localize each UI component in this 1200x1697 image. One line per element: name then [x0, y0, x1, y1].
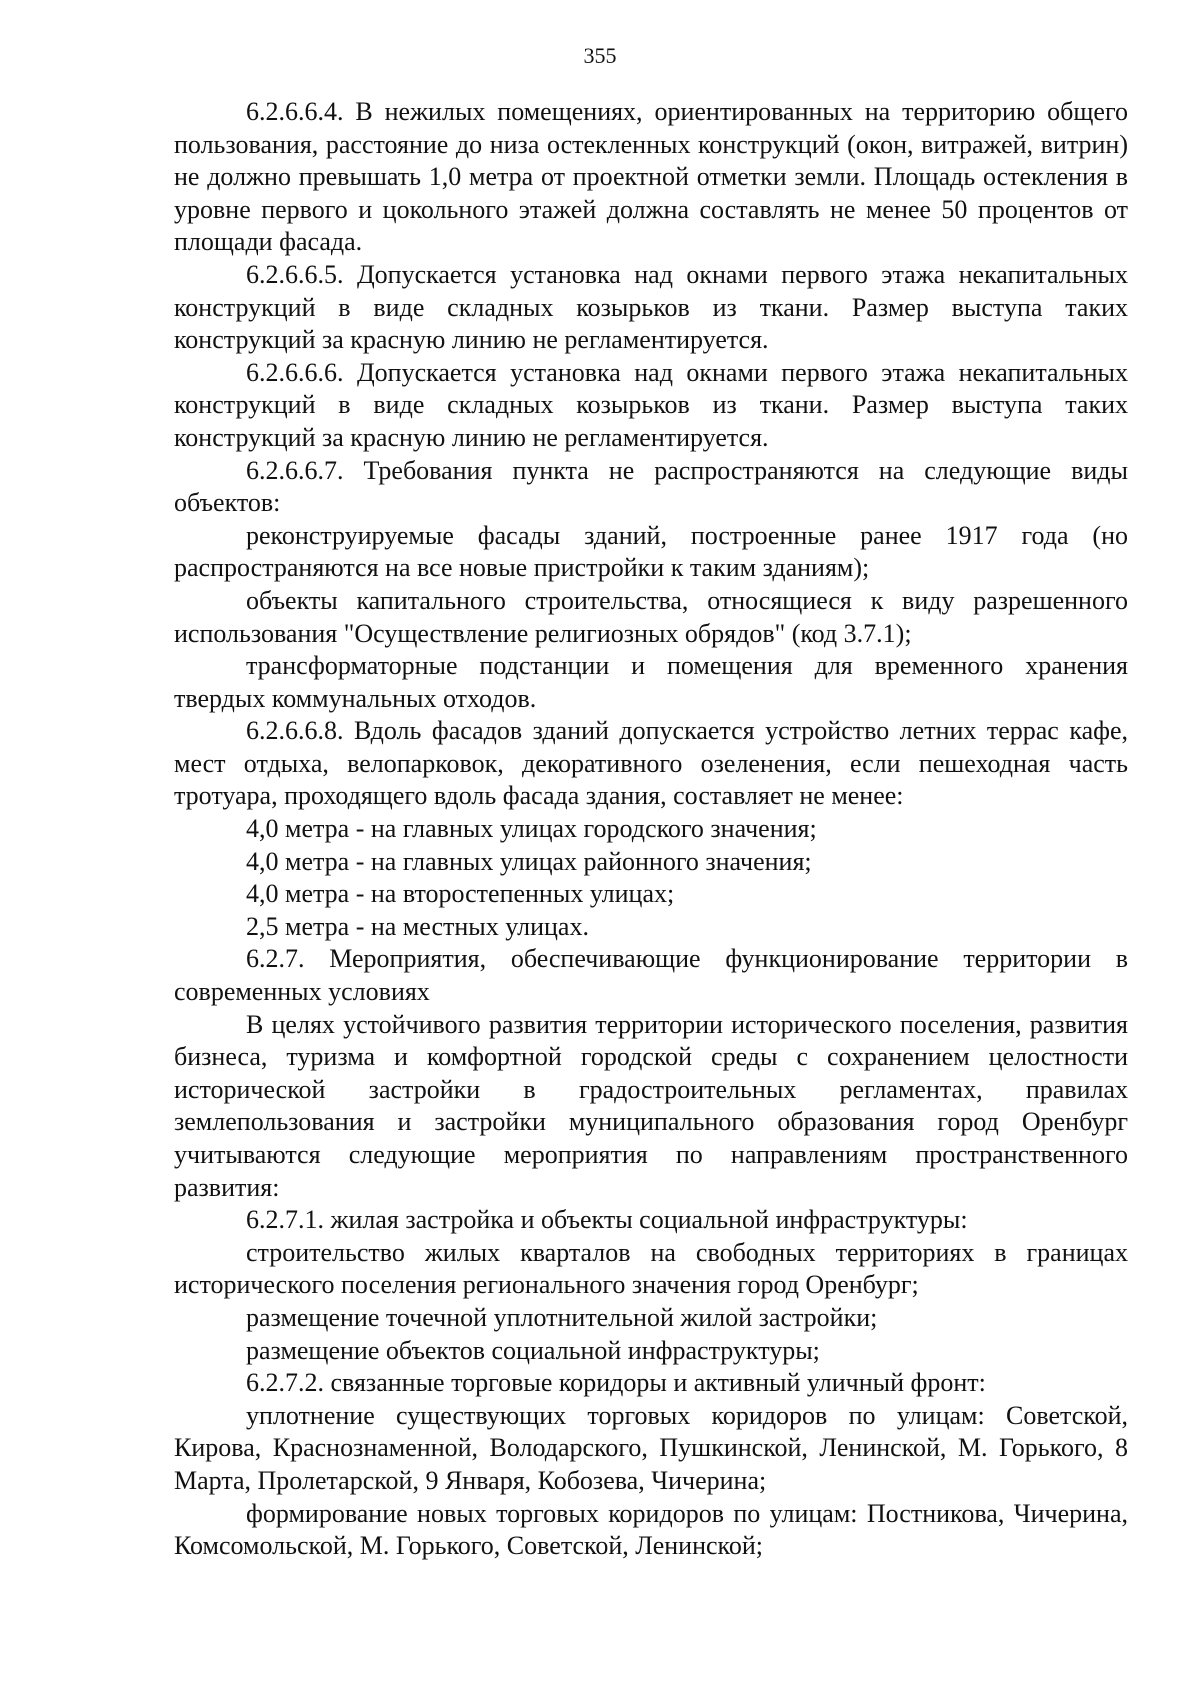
- paragraph-item-residential-quarters: строительство жилых кварталов на свободных территориях в границах исторического поселения регионального значения город Оренбург;: [174, 1237, 1128, 1300]
- paragraph-6-2-6-6-4: 6.2.6.6.4. В нежилых помещениях, ориентированных на территорию общего пользования, расстояние до низа остекленных конструкций (окон, витражей, витрин) не должно превышать 1,0 метра от проектной отметки земли. Площадь остекления в уровне первого и цокольного этажей должна составлять не менее 50 процентов от площади фасада.: [174, 97, 1128, 257]
- paragraph-item-city-streets: 4,0 метра - на главных улицах городского значения;: [246, 814, 817, 844]
- section-heading-6-2-7: 6.2.7. Мероприятия, обеспечивающие функционирование территории в современных условиях: [174, 944, 1128, 1007]
- paragraph-6-2-6-6-8: 6.2.6.6.8. Вдоль фасадов зданий допускается устройство летних террас кафе, мест отдыха, велопарковок, декоративного озеленения, если пешеходная часть тротуара, проходящего вдоль фасада здания, составляет не менее:: [174, 716, 1128, 811]
- paragraph-6-2-6-6-5: 6.2.6.6.5. Допускается установка над окнами первого этажа некапитальных конструкций в виде складных козырьков из ткани. Размер выступа таких конструкций за красную линию не регламентируется.: [174, 259, 1128, 355]
- paragraph-item-district-streets: 4,0 метра - на главных улицах районного значения;: [246, 846, 812, 876]
- page-number: 355: [583, 43, 617, 68]
- paragraph-item-secondary-streets: 4,0 метра - на второстепенных улицах;: [246, 879, 675, 909]
- paragraph-6-2-7-2: 6.2.7.2. связанные торговые коридоры и активный уличный фронт:: [246, 1368, 986, 1398]
- paragraph-6-2-6-6-6: 6.2.6.6.6. Допускается установка над окнами первого этажа некапитальных конструкций в виде складных козырьков из ткани. Размер выступа таких конструкций за красную линию не регламентируется.: [174, 357, 1128, 452]
- paragraph-item-religious-objects: объекты капитального строительства, относящиеся к виду разрешенного использования "Осуществление религиозных обрядов" (код 3.7.1);: [174, 585, 1128, 648]
- paragraph-item-infill-development: размещение точечной уплотнительной жилой застройки;: [246, 1302, 878, 1332]
- paragraph-item-local-streets: 2,5 метра - на местных улицах.: [246, 911, 589, 941]
- paragraph-item-substations: трансформаторные подстанции и помещения для временного хранения твердых коммунальных отходов.: [174, 651, 1128, 713]
- paragraph-item-facades: реконструируемые фасады зданий, построенные ранее 1917 года (но распространяются на все новые пристройки к таким зданиям);: [174, 520, 1128, 583]
- paragraph-item-existing-corridors: уплотнение существующих торговых коридоров по улицам: Советской, Кирова, Краснознаменной, Володарского, Пушкинской, Ленинской, М. Горького, 8 Марта, Пролетарской, 9 Января, Кобозева, Чичерина;: [174, 1400, 1128, 1495]
- document-body: [174, 96, 1128, 1563]
- paragraph-6-2-7-1: 6.2.7.1. жилая застройка и объекты социальной инфраструктуры:: [246, 1205, 968, 1235]
- paragraph-sustainable-development: В целях устойчивого развития территории исторического поселения, развития бизнеса, туризма и комфортной городской среды с сохранением целостности исторической застройки в градостроительных регламентах, правилах землепользования и застройки муниципального образования город Оренбург учитываются следующие мероприятия по направлениям пространственного развития:: [174, 1009, 1128, 1202]
- paragraph-item-social-infrastructure: размещение объектов социальной инфраструктуры;: [246, 1335, 820, 1365]
- paragraph-item-new-corridors: формирование новых торговых коридоров по улицам: Постникова, Чичерина, Комсомольской, М. Горького, Советской, Ленинской;: [174, 1498, 1128, 1561]
- paragraph-6-2-6-6-7: 6.2.6.6.7. Требования пункта не распространяются на следующие виды объектов:: [174, 455, 1128, 518]
